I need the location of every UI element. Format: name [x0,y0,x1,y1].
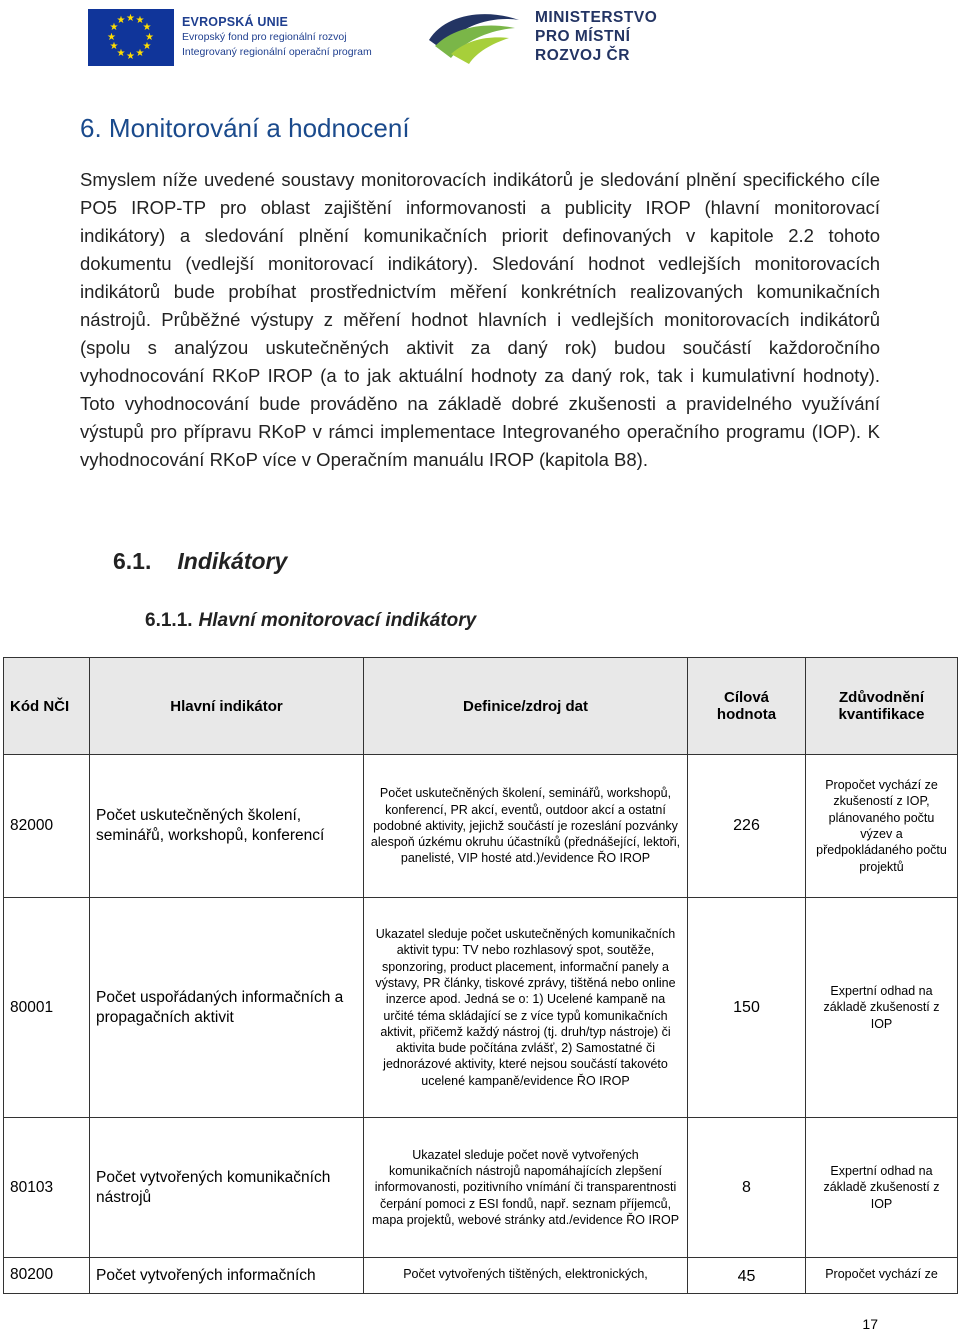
eu-star-icon: ★ [142,41,152,52]
cell-code: 82000 [4,755,90,898]
eu-star-icon: ★ [116,15,126,27]
header-indicator: Hlavní indikátor [90,658,364,755]
eu-logo [88,9,372,66]
eu-star-icon: ★ [126,50,135,62]
eu-star-icon: ★ [135,15,145,27]
subsubsection-title: Hlavní monitorovací indikátory [198,610,477,631]
mmr-logo-text [535,8,657,65]
cell-code: 80103 [4,1118,90,1258]
eu-star-icon: ★ [142,22,152,33]
table-header-row [4,658,958,755]
cell-indicator: Počet vytvořených komunikačních nástrojů [90,1118,364,1258]
indicators-table [3,657,958,1294]
cell-justification: Expertní odhad na základě zkušeností z IOP [806,898,958,1118]
subsection-heading [113,548,287,575]
mmr-emblem-icon [425,6,523,66]
cell-justification: Expertní odhad na základě zkušeností z IOP [806,1118,958,1258]
mmr-logo [425,6,657,66]
eu-star-icon: ★ [116,47,126,59]
mmr-logo-line1: MINISTERSTVO [535,8,658,26]
header-target: Cílová hodnota [688,658,806,755]
eu-logo-line3: Integrovaný regionální operační program [182,46,372,58]
cell-target: 8 [688,1118,806,1258]
header-definition: Definice/zdroj dat [364,658,688,755]
eu-star-icon: ★ [135,47,145,59]
section-paragraph: Smyslem níže uvedené soustavy monitorovacích indikátorů je sledování plnění specifického cíle PO5 IROP-TP pro oblast zajištění informovanosti a publicity IROP (hlavní monitorovací indikátory) a sledování plnění komunikačních priorit definovaných v kapitole 2.2 tohoto dokumentu (vedlejší monitorovací indikátory). Sledování hodnot vedlejších monitorovacích indikátorů bude probíhat prostřednictvím měření konkrétních realizovaných komunikačních nástrojů. Průběžné výstupy z měření hodnot hlavních i vedlejších monitorovacích indikátorů (spolu s analýzou uskutečněných aktivit za daný rok) budou součástí každoročního vyhodnocování RKoP IROP (a to jak aktuální hodnoty za daný rok, tak i kumulativní hodnoty). Toto vyhodnocování bude prováděno na základě dobré zkušenosti a pravidelného využívání výstupů pro přípravu RKoP v rámci implementace Integrovaného operačního programu (IOP). K vyhodnocování RKoP více v Operačním manuálu IROP (kapitola B8). [80,169,880,470]
cell-justification: Propočet vychází ze [806,1258,958,1294]
cell-definition: Počet vytvořených tištěných, elektronických, [364,1258,688,1294]
eu-logo-text [182,15,372,60]
subsection-number: 6.1. [113,548,152,574]
section-title: 6. Monitorování a hodnocení [80,113,410,143]
table-row [4,1258,958,1294]
mmr-logo-line2: PRO MÍSTNÍ [535,27,631,45]
subsubsection-number: 6.1.1. [145,610,193,631]
eu-star-icon: ★ [107,31,116,43]
cell-indicator: Počet uskutečněných školení, seminářů, workshopů, konferencí [90,755,364,898]
cell-justification: Propočet vychází ze zkušeností z IOP, plánovaného počtu výzev a předpokládaného počtu projektů [806,755,958,898]
eu-star-icon: ★ [109,22,119,33]
page-number: 17 [862,1316,878,1332]
table-row [4,1118,958,1258]
cell-code: 80200 [4,1258,90,1294]
table-row [4,755,958,898]
subsubsection-heading [145,610,476,632]
eu-logo-line2: Evropský fond pro regionální rozvoj [182,31,347,43]
cell-definition: Počet uskutečněných školení, seminářů, workshopů, konferencí, PR akcí, eventů, outdoor akcí a ostatní podobné aktivity, jejichž součástí je rozeslání pozvánky alespoň úzkému okruhu účastníků (přednášející, lektoři, panelisté, VIP hosté atd.)/evidence ŘO IROP [364,755,688,898]
header-code: Kód NČI [4,658,90,755]
cell-target: 45 [688,1258,806,1294]
mmr-logo-line3: ROZVOJ ČR [535,46,630,64]
cell-code: 80001 [4,898,90,1118]
eu-star-icon: ★ [145,31,154,43]
table-row [4,898,958,1118]
eu-logo-line1: EVROPSKÁ UNIE [182,15,289,29]
cell-definition: Ukazatel sleduje počet uskutečněných komunikačních aktivit typu: TV nebo rozhlasový spot, soutěže, sponzoring, product placement, informační panely a výstavy, PR články, tiskové zprávy, tištěná nebo online inzerce apod. Jedná se o: 1) Ucelené kampaně na určité téma skládající se z více typů komunikačních aktivit, přičemž každý nástroj (tj. druh/typ nástroje) či aktivita bude počítána zvlášť, 2) Samostatné či jednorázové aktivity, které nejsou součástí takovéto ucelené kampaně/evidence ŘO IROP [364,898,688,1118]
eu-star-icon: ★ [109,41,119,52]
cell-definition: Ukazatel sleduje počet nově vytvořených komunikačních nástrojů napomáhajících zlepšení informovanosti, pozitivního vnímání či transparentnosti čerpání pomoci z ESI fondů, např. seznam příjemců, mapa projektů, webové stránky atd./evidence ŘO IROP [364,1118,688,1258]
eu-flag-icon [88,9,174,66]
cell-indicator: Počet uspořádaných informačních a propagačních aktivit [90,898,364,1118]
cell-target: 226 [688,755,806,898]
subsection-title: Indikátory [177,548,288,574]
header-justification: Zdůvodnění kvantifikace [806,658,958,755]
eu-star-icon: ★ [126,12,135,24]
cell-target: 150 [688,898,806,1118]
cell-indicator: Počet vytvořených informačních [90,1258,364,1294]
